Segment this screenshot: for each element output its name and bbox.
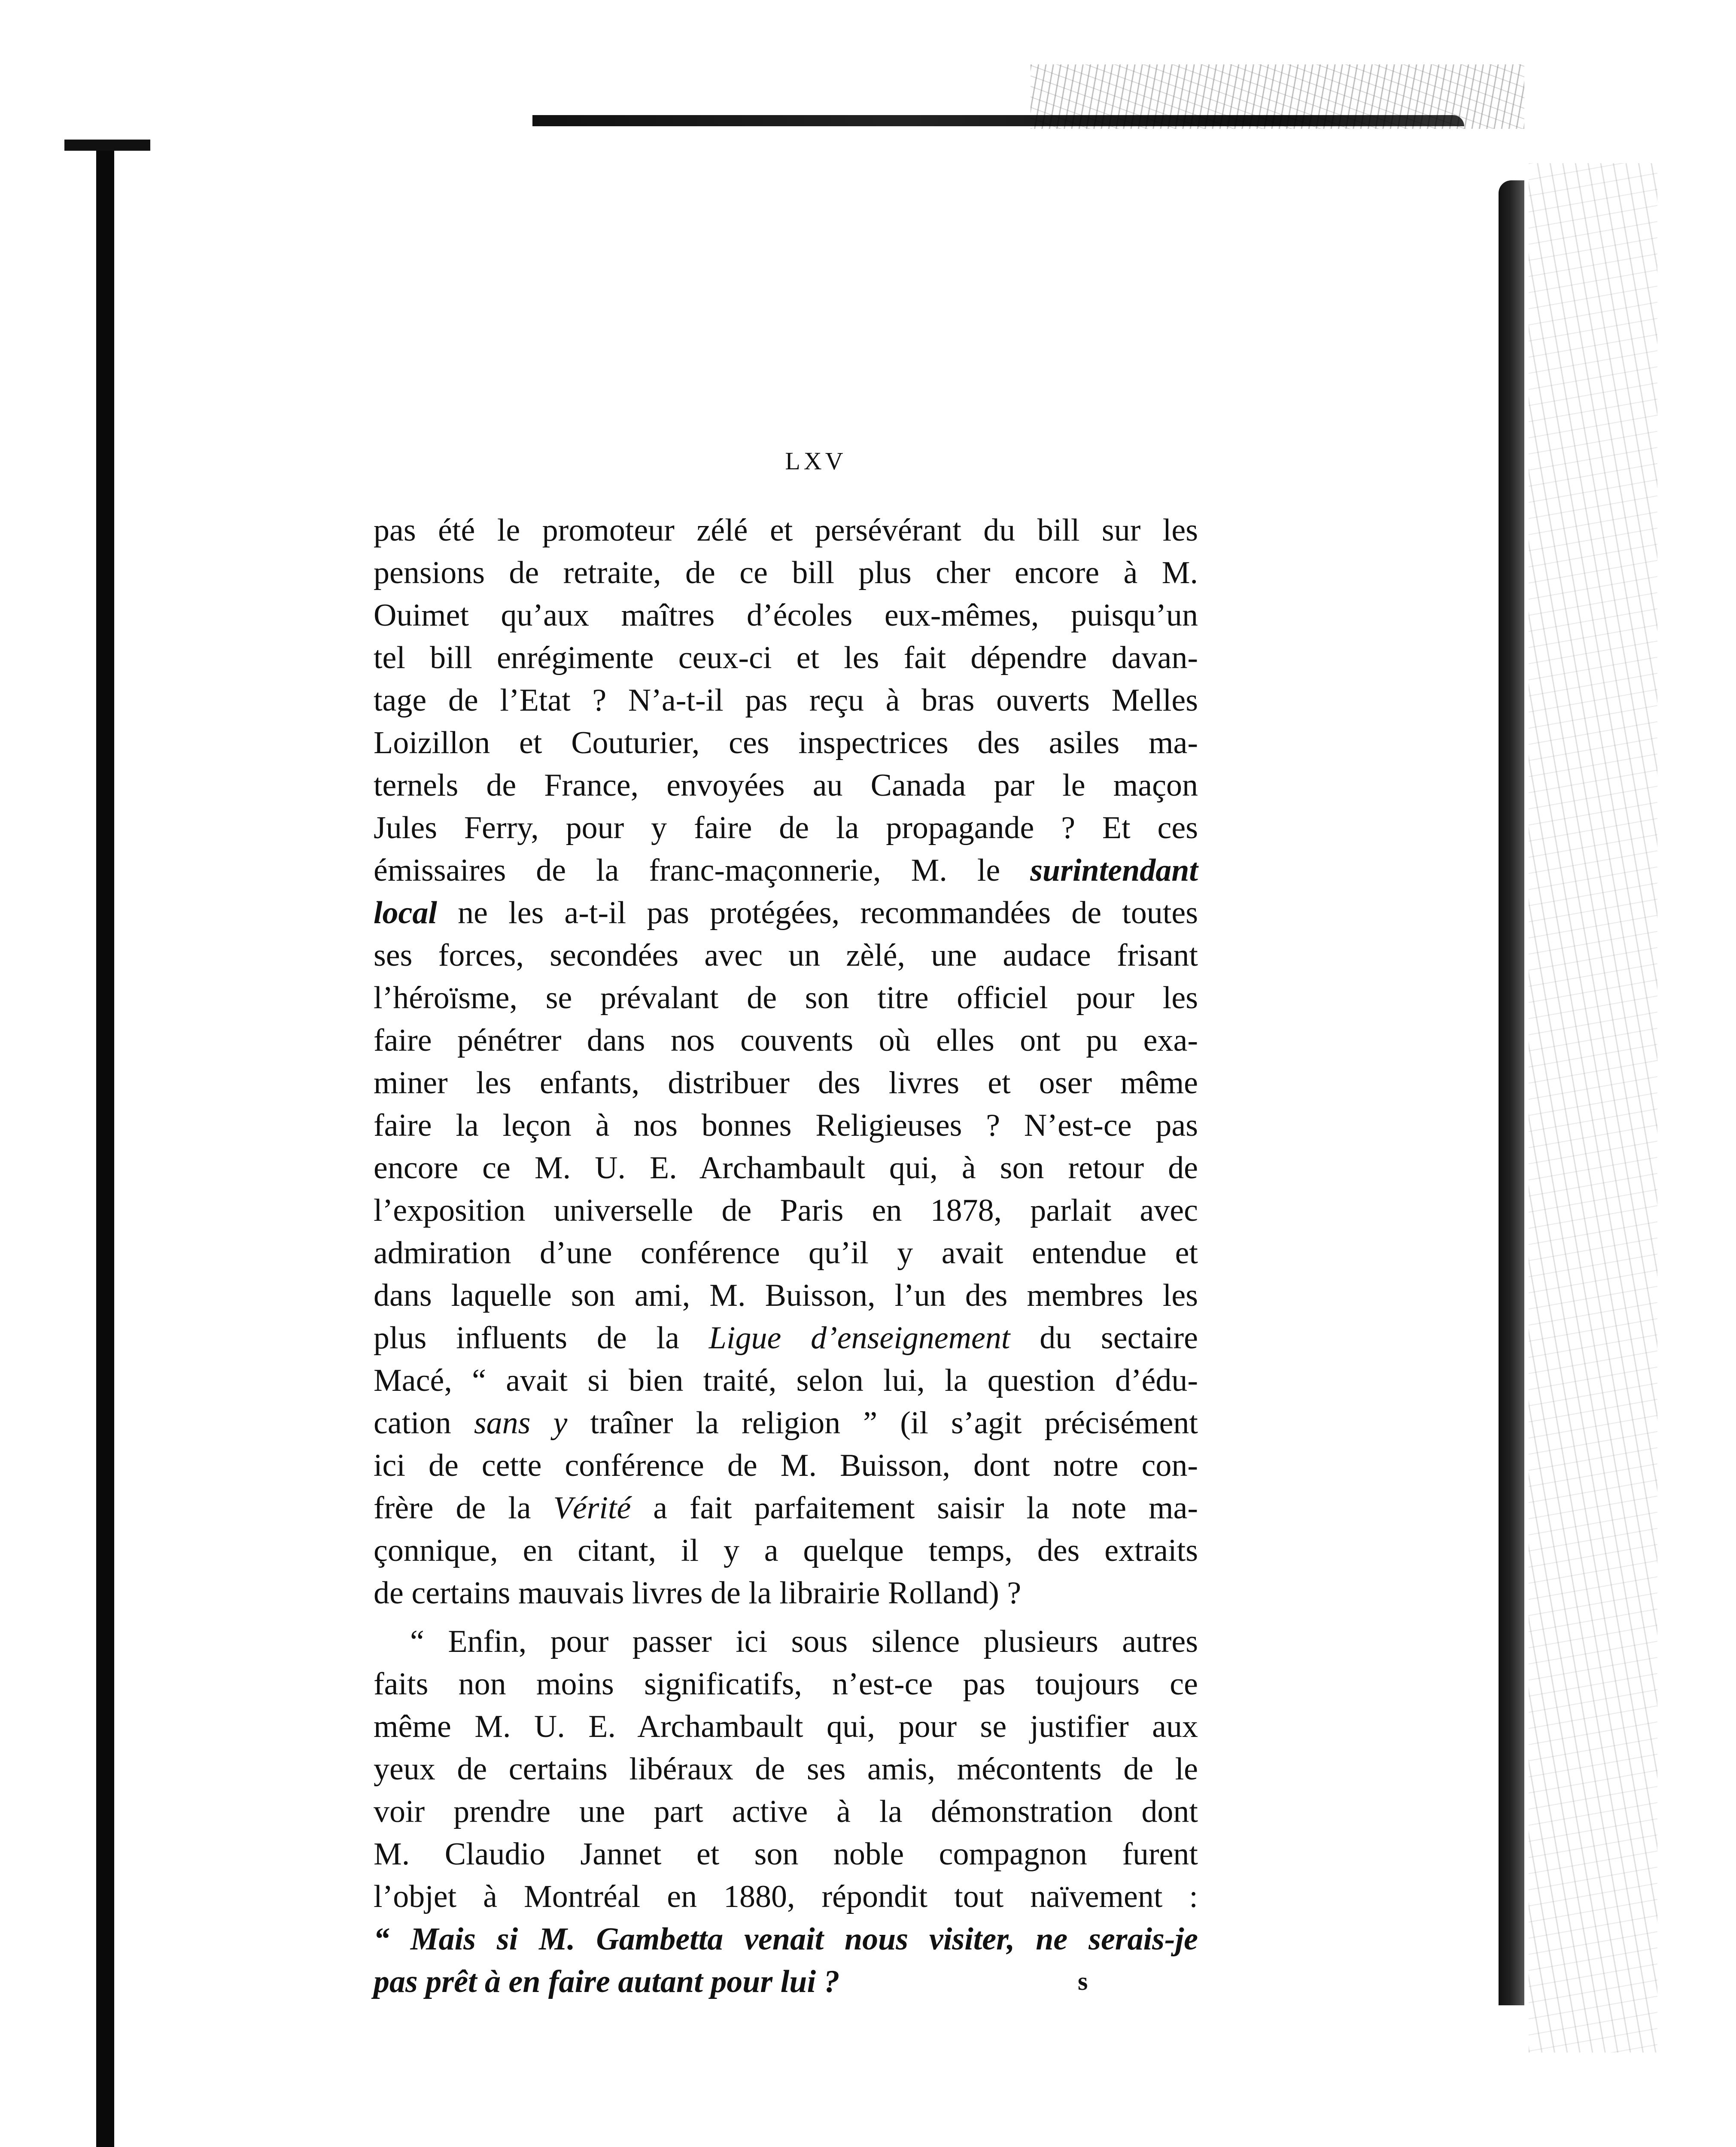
text-segment: faire la leçon à nos bonnes Religieuses ? N’est-ce pas: [374, 1108, 1198, 1143]
text-line: [374, 892, 1198, 934]
text-segment: sans y: [474, 1405, 568, 1441]
text-segment: M. Claudio Jannet et son noble compagnon furent: [374, 1837, 1198, 1872]
text-line: [374, 807, 1198, 849]
text-segment: frère de la: [374, 1490, 553, 1526]
text-line: [374, 637, 1198, 679]
text-line: [374, 1961, 1198, 2003]
text-line: [374, 849, 1198, 892]
text-segment: yeux de certains libéraux de ses amis, mécontents de le: [374, 1752, 1198, 1787]
scan-right-edge-shadow: [1499, 180, 1524, 2005]
text-segment: Ligue d’enseignement: [708, 1320, 1010, 1356]
text-line: [374, 1706, 1198, 1748]
text-line: [374, 1019, 1198, 1062]
text-segment: ternels de France, envoyées au Canada par le maçon: [374, 768, 1198, 803]
text-line: [374, 1748, 1198, 1791]
text-segment: “ Enfin, pour passer ici sous silence plusieurs autres: [410, 1624, 1198, 1659]
text-segment: miner les enfants, distribuer des livres et oser même: [374, 1065, 1198, 1101]
text-segment: pas été le promoteur zélé et persévérant du bill sur les: [374, 513, 1198, 548]
text-line: [374, 1918, 1198, 1961]
text-segment: voir prendre une part active à la démonstration dont: [374, 1794, 1198, 1829]
text-segment: dans laquelle son ami, M. Buisson, l’un des membres les: [374, 1278, 1198, 1313]
text-segment: traîner la religion ” (il s’agit précisément: [567, 1405, 1198, 1441]
text-line: [374, 679, 1198, 722]
text-line: [374, 934, 1198, 977]
scan-top-noise: [1031, 64, 1524, 129]
text-line: [374, 1572, 1198, 1615]
text-segment: Ouimet qu’aux maîtres d’écoles eux-mêmes, puisqu’un: [374, 598, 1198, 633]
text-segment: ses forces, secondées avec un zèlé, une audace frisant: [374, 938, 1198, 973]
text-line: [374, 1530, 1198, 1572]
text-segment: pas prêt à en faire autant pour lui ?: [374, 1964, 840, 1999]
signature-mark: s: [1078, 1967, 1088, 1995]
text-line: [374, 1274, 1198, 1317]
text-line: [374, 764, 1198, 807]
text-line: [374, 1317, 1198, 1359]
text-segment: ne les a-t-il pas protégées, recommandées de toutes: [437, 895, 1198, 931]
text-line: [374, 1791, 1198, 1833]
text-line: [374, 1663, 1198, 1706]
text-line: [374, 1189, 1198, 1232]
text-segment: l’objet à Montréal en 1880, répondit tout naïvement :: [374, 1879, 1198, 1914]
text-line: [374, 722, 1198, 764]
text-segment: cation: [374, 1405, 474, 1441]
text-segment: du sectaire: [1010, 1320, 1198, 1356]
text-line: [374, 1232, 1198, 1274]
text-segment: même M. U. E. Archambault qui, pour se justifier aux: [374, 1709, 1198, 1744]
text-segment: émissaires de la franc-maçonnerie, M. le: [374, 853, 1031, 888]
text-line: [374, 1104, 1198, 1147]
text-line: [374, 552, 1198, 594]
text-segment: l’exposition universelle de Paris en 1878, parlait avec: [374, 1193, 1198, 1228]
text-segment: faire pénétrer dans nos couvents où elles ont pu exa-: [374, 1023, 1198, 1058]
text-segment: Jules Ferry, pour y faire de la propagande ? Et ces: [374, 810, 1198, 845]
text-segment: “ Mais si M. Gambetta venait nous visiter, ne serais-je: [374, 1922, 1198, 1957]
text-segment: tage de l’Etat ? N’a-t-il pas reçu à bras ouverts Melles: [374, 683, 1198, 718]
text-line: [374, 1147, 1198, 1189]
text-line: [374, 1359, 1198, 1402]
text-segment: Vérité: [553, 1490, 631, 1526]
text-segment: faits non moins significatifs, n’est-ce pas toujours ce: [374, 1667, 1198, 1702]
text-line: [374, 1876, 1198, 1918]
text-segment: local: [374, 895, 437, 931]
text-segment: Macé, “ avait si bien traité, selon lui, la question d’édu-: [374, 1363, 1198, 1398]
text-line: [374, 1833, 1198, 1876]
text-line: [374, 594, 1198, 637]
text-segment: çonnique, en citant, il y a quelque temps, des extraits: [374, 1533, 1198, 1568]
text-segment: l’héroïsme, se prévalant de son titre officiel pour les: [374, 980, 1198, 1016]
text-segment: encore ce M. U. E. Archambault qui, à son retour de: [374, 1150, 1198, 1186]
text-line: [374, 1062, 1198, 1104]
text-segment: de certains mauvais livres de la librairie Rolland) ?: [374, 1575, 1022, 1611]
text-line: [374, 1621, 1198, 1663]
text-segment: pensions de retraite, de ce bill plus cher encore à M.: [374, 555, 1198, 590]
scan-left-bar-cap: [64, 140, 150, 151]
text-segment: ici de cette conférence de M. Buisson, dont notre con-: [374, 1448, 1198, 1483]
text-segment: admiration d’une conférence qu’il y avait entendue et: [374, 1235, 1198, 1271]
text-line: [374, 1402, 1198, 1445]
text-line: [374, 509, 1198, 552]
text-segment: surintendant: [1030, 853, 1198, 888]
text-line: [374, 1445, 1198, 1487]
text-line: [374, 1487, 1198, 1530]
scan-right-noise: [1529, 163, 1657, 2053]
text-segment: tel bill enrégimente ceux-ci et les fait dépendre davan-: [374, 640, 1198, 675]
scan-left-binding-bar: [96, 142, 114, 2147]
text-segment: a fait parfaitement saisir la note ma-: [631, 1490, 1198, 1526]
text-line: [374, 977, 1198, 1019]
text-segment: Loizillon et Couturier, ces inspectrices des asiles ma-: [374, 725, 1198, 760]
page-number: LXV: [785, 447, 847, 475]
text-segment: plus influents de la: [374, 1320, 709, 1356]
body-text: [374, 509, 1198, 2003]
